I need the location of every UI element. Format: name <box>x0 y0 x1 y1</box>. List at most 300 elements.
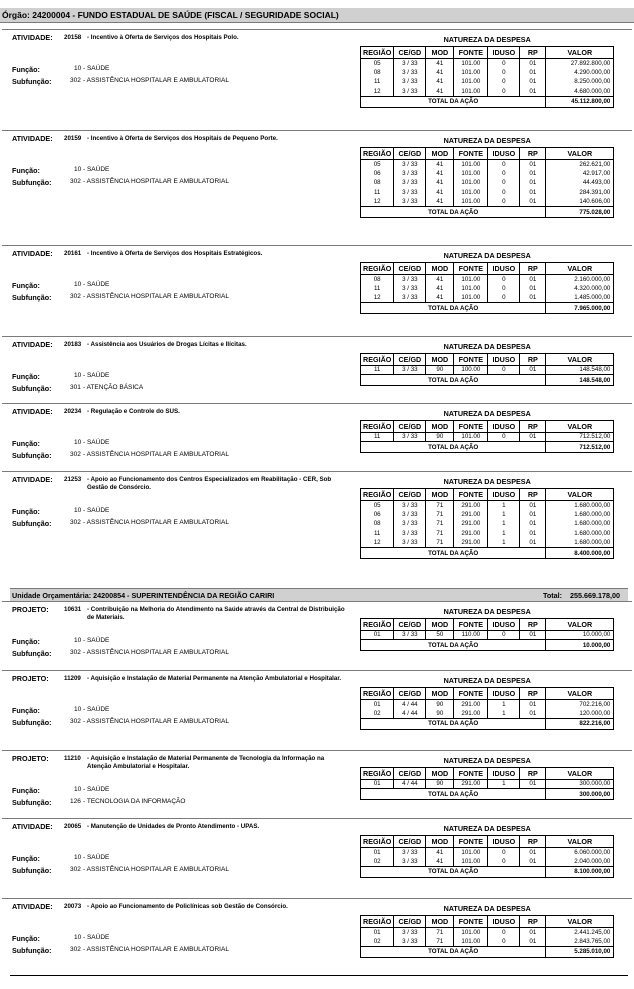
total-label: TOTAL DA AÇÃO <box>361 640 546 651</box>
funcao-label: Função: <box>12 637 40 646</box>
unidade-total <box>543 591 620 600</box>
block-separator <box>2 670 632 671</box>
table-cell: 90 <box>426 432 454 442</box>
table-cell: 06 <box>361 510 394 520</box>
column-header: CE/GD <box>394 353 426 365</box>
action-type-label: ATIVIDADE: <box>12 902 53 911</box>
table-cell: 0 <box>488 857 520 867</box>
total-value: 822.216,00 <box>546 718 614 729</box>
column-header: CE/GD <box>394 262 426 274</box>
column-header: RP <box>520 147 546 159</box>
natureza-table <box>360 407 614 453</box>
action-description: - Manutenção de Unidades de Pronto Atendimento - UPAS. <box>87 822 260 830</box>
unidade-title: Unidade Orçamentária: 24200854 - SUPERINTENDÊNCIA DA REGIÃO CARIRI <box>12 591 275 600</box>
table-cell: 01 <box>520 709 546 719</box>
column-header: RP <box>520 835 546 847</box>
block-separator <box>2 471 632 472</box>
table-cell: 0 <box>488 169 520 179</box>
column-header: IDUSO <box>488 767 520 779</box>
action-type-label: ATIVIDADE: <box>12 407 53 416</box>
table-cell: 3 / 33 <box>394 519 426 529</box>
subfuncao-label: Subfunção: <box>12 946 52 955</box>
table-cell: 4 / 44 <box>394 779 426 789</box>
column-header: MOD <box>426 835 454 847</box>
column-header: CE/GD <box>394 767 426 779</box>
subfuncao-label: Subfunção: <box>12 384 52 393</box>
action-description: - Aquisição e Instalação de Material Permanente na Atenção Ambulatorial e Hospitalar. <box>87 674 342 682</box>
column-header: MOD <box>426 767 454 779</box>
subfuncao-label: Subfunção: <box>12 451 52 460</box>
table-cell: 291.00 <box>454 529 488 539</box>
natureza-table <box>360 605 614 651</box>
table-cell: 0 <box>488 847 520 857</box>
table-cell: 0 <box>488 58 520 68</box>
column-header: MOD <box>426 46 454 58</box>
table-cell: 1 <box>488 699 520 709</box>
action-description: - Incentivo à Oferta de Serviços dos Hospitais de Pequeno Porte. <box>87 134 278 142</box>
table-cell: 0 <box>488 284 520 294</box>
table-cell: 12 <box>361 293 394 303</box>
table-cell: 6.060.000,00 <box>546 847 614 857</box>
block-separator <box>2 130 632 131</box>
table-cell: 4.290.000,00 <box>546 68 614 78</box>
column-header: IDUSO <box>488 488 520 500</box>
column-header: VALOR <box>546 687 614 699</box>
table-cell: 1 <box>488 779 520 789</box>
table-row <box>361 630 614 640</box>
column-header: RP <box>520 618 546 630</box>
table-cell: 41 <box>426 77 454 87</box>
table-cell: 50 <box>426 630 454 640</box>
natureza-table <box>360 674 614 730</box>
table-cell: 3 / 33 <box>394 927 426 937</box>
table-row <box>361 68 614 78</box>
table-cell: 101.00 <box>454 159 488 169</box>
action-type-label: PROJETO: <box>12 605 49 614</box>
column-header: MOD <box>426 915 454 927</box>
natureza-title-row <box>361 822 614 835</box>
table-row <box>361 500 614 510</box>
table-cell: 0 <box>488 178 520 188</box>
table-row <box>361 178 614 188</box>
funcao-code: 10 <box>74 706 82 713</box>
table-cell: 101.00 <box>454 87 488 97</box>
table-cell: 101.00 <box>454 293 488 303</box>
action-code: 11209 <box>64 674 81 682</box>
column-header: MOD <box>426 353 454 365</box>
table-cell: 3 / 33 <box>394 630 426 640</box>
total-value: 45.112.800,00 <box>546 96 614 107</box>
column-header: REGIÃO <box>361 262 394 274</box>
table-cell: 08 <box>361 68 394 78</box>
column-header: FONTE <box>454 767 488 779</box>
table-cell: 71 <box>426 937 454 947</box>
table-cell: 2.441.245,00 <box>546 927 614 937</box>
funcao-label: Função: <box>12 854 40 863</box>
column-header: IDUSO <box>488 835 520 847</box>
column-header: REGIÃO <box>361 353 394 365</box>
natureza-title-row <box>361 249 614 262</box>
subfuncao-code: 302 <box>70 866 81 873</box>
table-cell: 1 <box>488 529 520 539</box>
natureza-title-row <box>361 340 614 353</box>
table-cell: 01 <box>520 857 546 867</box>
table-row <box>361 538 614 548</box>
table-cell: 90 <box>426 365 454 375</box>
column-header: VALOR <box>546 262 614 274</box>
orgao-header: Órgão: 24200004 - FUNDO ESTADUAL DE SAÚDE (FISCAL / SEGURIDADE SOCIAL) <box>0 8 634 23</box>
column-header-row <box>361 687 614 699</box>
table-cell: 08 <box>361 178 394 188</box>
funcao-code: 10 <box>74 166 82 173</box>
column-header: CE/GD <box>394 147 426 159</box>
column-header: MOD <box>426 488 454 500</box>
table-cell: 3 / 33 <box>394 178 426 188</box>
table-cell: 3 / 33 <box>394 937 426 947</box>
natureza-table <box>360 754 614 800</box>
table-cell: 02 <box>361 857 394 867</box>
natureza-title-row <box>361 902 614 915</box>
table-cell: 11 <box>361 188 394 198</box>
table-cell: 01 <box>520 169 546 179</box>
subfuncao-code: 302 <box>70 178 81 185</box>
table-cell: 01 <box>520 529 546 539</box>
column-header: IDUSO <box>488 46 520 58</box>
total-label: TOTAL DA AÇÃO <box>361 548 546 559</box>
total-value: 8.100.000,00 <box>546 866 614 877</box>
subfuncao-name: - ATENÇÃO BÁSICA <box>83 384 144 391</box>
table-row <box>361 284 614 294</box>
total-row <box>361 375 614 386</box>
action-code: 11210 <box>64 754 81 762</box>
column-header: MOD <box>426 420 454 432</box>
funcao-code: 10 <box>74 934 82 941</box>
column-header: REGIÃO <box>361 420 394 432</box>
table-cell: 01 <box>520 937 546 947</box>
table-row <box>361 432 614 442</box>
table-cell: 8.250.000,00 <box>546 77 614 87</box>
subfuncao-name: - ASSISTÊNCIA HOSPITALAR E AMBULATORIAL <box>83 293 229 300</box>
column-header: VALOR <box>546 488 614 500</box>
block-separator <box>2 336 632 337</box>
table-cell: 01 <box>520 178 546 188</box>
subfuncao-code: 302 <box>70 649 81 656</box>
column-header: IDUSO <box>488 618 520 630</box>
funcao-name: - SAÚDE <box>83 65 110 72</box>
table-cell: 3 / 33 <box>394 529 426 539</box>
table-cell: 41 <box>426 178 454 188</box>
column-header: RP <box>520 353 546 365</box>
column-header-row <box>361 46 614 58</box>
column-header: CE/GD <box>394 420 426 432</box>
natureza-title: NATUREZA DA DESPESA <box>443 250 531 260</box>
column-header-row <box>361 488 614 500</box>
table-cell: 41 <box>426 159 454 169</box>
table-cell: 01 <box>520 519 546 529</box>
table-cell: 41 <box>426 293 454 303</box>
table-row <box>361 847 614 857</box>
table-cell: 01 <box>361 927 394 937</box>
table-cell: 41 <box>426 847 454 857</box>
table-cell: 0 <box>488 159 520 169</box>
table-cell: 71 <box>426 538 454 548</box>
table-cell: 4.320.000,00 <box>546 284 614 294</box>
table-cell: 101.00 <box>454 847 488 857</box>
table-cell: 05 <box>361 500 394 510</box>
column-header: IDUSO <box>488 353 520 365</box>
table-cell: 01 <box>520 699 546 709</box>
table-row <box>361 779 614 789</box>
table-cell: 0 <box>488 68 520 78</box>
column-header: FONTE <box>454 687 488 699</box>
column-header: VALOR <box>546 147 614 159</box>
action-code: 20159 <box>64 134 82 142</box>
column-header-row <box>361 618 614 630</box>
total-row <box>361 946 614 957</box>
table-row <box>361 58 614 68</box>
column-header: MOD <box>426 262 454 274</box>
table-cell: 01 <box>520 779 546 789</box>
total-value: 7.965.000,00 <box>546 303 614 314</box>
natureza-table <box>360 134 614 218</box>
table-cell: 11 <box>361 365 394 375</box>
table-cell: 4 / 44 <box>394 709 426 719</box>
action-description: - Regulação e Controle do SUS. <box>87 407 180 415</box>
table-cell: 1.680.000,00 <box>546 500 614 510</box>
column-header: CE/GD <box>394 835 426 847</box>
table-cell: 11 <box>361 432 394 442</box>
total-row <box>361 548 614 559</box>
column-header: VALOR <box>546 46 614 58</box>
table-cell: 3 / 33 <box>394 68 426 78</box>
table-cell: 101.00 <box>454 178 488 188</box>
table-cell: 0 <box>488 274 520 284</box>
table-row <box>361 529 614 539</box>
funcao-name: - SAÚDE <box>83 934 110 941</box>
table-cell: 3 / 33 <box>394 197 426 207</box>
table-cell: 11 <box>361 284 394 294</box>
table-cell: 101.00 <box>454 432 488 442</box>
total-label: TOTAL DA AÇÃO <box>361 442 546 453</box>
column-header: FONTE <box>454 353 488 365</box>
table-cell: 41 <box>426 87 454 97</box>
column-header: VALOR <box>546 353 614 365</box>
subfuncao-name: - ASSISTÊNCIA HOSPITALAR E AMBULATORIAL <box>83 649 229 656</box>
block-separator <box>2 245 632 246</box>
table-cell: 3 / 33 <box>394 77 426 87</box>
table-row <box>361 927 614 937</box>
total-value: 8.400.000,00 <box>546 548 614 559</box>
table-cell: 101.00 <box>454 58 488 68</box>
subfuncao-code: 302 <box>70 718 81 725</box>
table-cell: 01 <box>520 365 546 375</box>
subfuncao-code: 301 <box>70 384 81 391</box>
action-code: 20234 <box>64 407 82 415</box>
table-row <box>361 699 614 709</box>
natureza-table <box>360 249 614 314</box>
total-label: TOTAL DA AÇÃO <box>361 375 546 386</box>
table-cell: 01 <box>361 779 394 789</box>
column-header: IDUSO <box>488 915 520 927</box>
total-label: TOTAL DA AÇÃO <box>361 718 546 729</box>
table-cell: 1.680.000,00 <box>546 538 614 548</box>
table-cell: 284.391,00 <box>546 188 614 198</box>
table-cell: 0 <box>488 87 520 97</box>
action-description: - Aquisição e Instalação de Material Permanente de Tecnologia da Informação na Atenção Ambulatorial e Hospitalar. <box>87 754 325 770</box>
column-header: MOD <box>426 147 454 159</box>
column-header: CE/GD <box>394 488 426 500</box>
table-cell: 3 / 33 <box>394 188 426 198</box>
total-value: 148.548,00 <box>546 375 614 386</box>
action-code: 21253 <box>64 475 82 483</box>
table-cell: 3 / 33 <box>394 87 426 97</box>
table-cell: 262.621,00 <box>546 159 614 169</box>
table-cell: 41 <box>426 68 454 78</box>
table-cell: 3 / 33 <box>394 169 426 179</box>
column-header: MOD <box>426 687 454 699</box>
table-cell: 1 <box>488 538 520 548</box>
total-value: 300.000,00 <box>546 789 614 800</box>
column-header: CE/GD <box>394 687 426 699</box>
table-cell: 1 <box>488 519 520 529</box>
subfuncao-label: Subfunção: <box>12 649 52 658</box>
table-cell: 3 / 33 <box>394 847 426 857</box>
table-cell: 101.00 <box>454 927 488 937</box>
natureza-title-row <box>361 407 614 420</box>
table-cell: 11 <box>361 77 394 87</box>
table-row <box>361 77 614 87</box>
column-header: RP <box>520 46 546 58</box>
table-cell: 712.512,00 <box>546 432 614 442</box>
column-header: FONTE <box>454 488 488 500</box>
table-cell: 3 / 33 <box>394 365 426 375</box>
table-cell: 291.00 <box>454 500 488 510</box>
total-value: 5.285.010,00 <box>546 946 614 957</box>
table-cell: 3 / 33 <box>394 432 426 442</box>
funcao-code: 10 <box>74 507 82 514</box>
column-header: FONTE <box>454 147 488 159</box>
block-separator <box>2 403 632 404</box>
funcao-label: Função: <box>12 439 40 448</box>
table-cell: 44.493,00 <box>546 178 614 188</box>
column-header-row <box>361 353 614 365</box>
table-cell: 10.000,00 <box>546 630 614 640</box>
funcao-label: Função: <box>12 372 40 381</box>
funcao-name: - SAÚDE <box>83 706 110 713</box>
column-header: REGIÃO <box>361 687 394 699</box>
natureza-title: NATUREZA DA DESPESA <box>443 476 531 486</box>
table-cell: 100.00 <box>454 365 488 375</box>
table-cell: 01 <box>520 538 546 548</box>
action-description: - Incentivo à Oferta de Serviços dos Hospitais Estratégicos. <box>87 249 263 257</box>
column-header: FONTE <box>454 835 488 847</box>
table-cell: 71 <box>426 529 454 539</box>
table-cell: 90 <box>426 779 454 789</box>
total-row <box>361 866 614 877</box>
table-row <box>361 937 614 947</box>
subfuncao-code: 302 <box>70 946 81 953</box>
total-value: 775.028,00 <box>546 207 614 218</box>
funcao-label: Função: <box>12 166 40 175</box>
action-description: - Contribuição na Melhoria do Atendimento na Saúde através da Central de Distribuição de Materiais. <box>87 605 345 621</box>
table-cell: 101.00 <box>454 937 488 947</box>
column-header: FONTE <box>454 262 488 274</box>
natureza-title: NATUREZA DA DESPESA <box>443 606 531 616</box>
table-cell: 0 <box>488 927 520 937</box>
table-cell: 291.00 <box>454 538 488 548</box>
table-cell: 291.00 <box>454 709 488 719</box>
table-cell: 4 / 44 <box>394 699 426 709</box>
column-header: IDUSO <box>488 147 520 159</box>
block-separator <box>2 750 632 751</box>
table-cell: 01 <box>361 630 394 640</box>
action-code: 20073 <box>64 902 82 910</box>
column-header-row <box>361 147 614 159</box>
natureza-title: NATUREZA DA DESPESA <box>443 823 531 833</box>
natureza-table <box>360 340 614 386</box>
subfuncao-name: - ASSISTÊNCIA HOSPITALAR E AMBULATORIAL <box>83 178 229 185</box>
natureza-title-row <box>361 605 614 618</box>
table-cell: 12 <box>361 87 394 97</box>
natureza-title: NATUREZA DA DESPESA <box>443 755 531 765</box>
table-cell: 01 <box>520 159 546 169</box>
table-cell: 41 <box>426 274 454 284</box>
table-cell: 140.606,00 <box>546 197 614 207</box>
table-cell: 0 <box>488 365 520 375</box>
column-header: VALOR <box>546 915 614 927</box>
table-cell: 3 / 33 <box>394 58 426 68</box>
subfuncao-name: - ASSISTÊNCIA HOSPITALAR E AMBULATORIAL <box>83 946 229 953</box>
column-header: FONTE <box>454 915 488 927</box>
table-cell: 3 / 33 <box>394 510 426 520</box>
table-cell: 41 <box>426 169 454 179</box>
table-cell: 05 <box>361 159 394 169</box>
table-cell: 01 <box>520 87 546 97</box>
table-cell: 01 <box>520 510 546 520</box>
subfuncao-name: - ASSISTÊNCIA HOSPITALAR E AMBULATORIAL <box>83 519 229 526</box>
natureza-table <box>360 33 614 108</box>
table-cell: 3 / 33 <box>394 293 426 303</box>
table-cell: 01 <box>520 847 546 857</box>
column-header: RP <box>520 687 546 699</box>
table-cell: 1 <box>488 500 520 510</box>
table-cell: 01 <box>520 284 546 294</box>
table-cell: 01 <box>520 68 546 78</box>
column-header: RP <box>520 420 546 432</box>
total-label: TOTAL DA AÇÃO <box>361 96 546 107</box>
column-header: RP <box>520 767 546 779</box>
column-header-row <box>361 262 614 274</box>
natureza-title: NATUREZA DA DESPESA <box>443 675 531 685</box>
table-cell: 41 <box>426 188 454 198</box>
column-header: REGIÃO <box>361 915 394 927</box>
table-cell: 02 <box>361 937 394 947</box>
table-cell: 01 <box>520 77 546 87</box>
column-header-row <box>361 835 614 847</box>
table-cell: 41 <box>426 284 454 294</box>
table-cell: 01 <box>361 699 394 709</box>
table-row <box>361 365 614 375</box>
action-code: 10631 <box>64 605 82 613</box>
funcao-code: 10 <box>74 372 82 379</box>
funcao-code: 10 <box>74 854 82 861</box>
table-cell: 02 <box>361 709 394 719</box>
action-type-label: ATIVIDADE: <box>12 340 53 349</box>
subfuncao-label: Subfunção: <box>12 798 52 807</box>
table-cell: 08 <box>361 274 394 284</box>
funcao-code: 10 <box>74 786 82 793</box>
unidade-total-label: Total: <box>543 591 563 600</box>
